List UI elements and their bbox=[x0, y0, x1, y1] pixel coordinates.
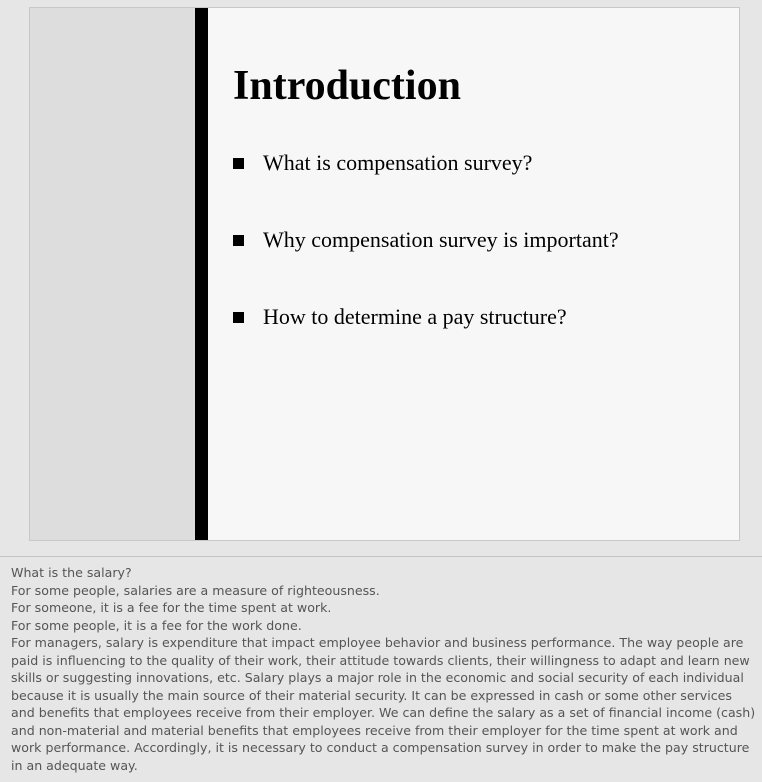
slide-bullet-item[interactable] bbox=[233, 225, 619, 255]
square-bullet-icon bbox=[233, 235, 244, 246]
notes-divider[interactable] bbox=[0, 556, 762, 557]
slide-title[interactable]: Introduction bbox=[233, 63, 461, 109]
notes-line: For some people, it is a fee for the work done. bbox=[11, 617, 302, 633]
square-bullet-icon bbox=[233, 312, 244, 323]
notes-line: For managers, salary is expenditure that impact employee behavior and business performance. The way people are paid is influencing to the quality of their work, their attitude towards clients, their willingness to adapt and learn new skills or suggesting innovations, etc. Salary plays a major role in the economic and social security of each individual because it is usually the main source of their material security. It can be expressed in cash or some other services and benefits that employees receive from their employer. We can define the salary as a set of financial income (cash) and non-material and material benefits that employees receive from their employer for the time spent at work and work performance. Accordingly, it is necessary to conduct a compensation survey in order to make the pay structure in an adequate way. bbox=[11, 635, 756, 773]
notes-line: For someone, it is a fee for the time spent at work. bbox=[11, 600, 332, 615]
slide-bullet-text: How to determine a pay structure? bbox=[263, 304, 567, 329]
square-bullet-icon bbox=[233, 158, 244, 169]
slide-left-panel bbox=[30, 8, 195, 540]
slide-bullet-item[interactable] bbox=[233, 148, 619, 178]
slide[interactable] bbox=[29, 7, 740, 541]
slide-bullet-item[interactable] bbox=[233, 302, 619, 332]
slide-bullet-text: Why compensation survey is important? bbox=[263, 227, 619, 252]
slide-accent-bar bbox=[195, 8, 208, 540]
notes-line: For some people, salaries are a measure of righteousness. bbox=[11, 582, 380, 598]
slide-bullet-text: What is compensation survey? bbox=[263, 150, 533, 175]
notes-line: What is the salary? bbox=[11, 565, 132, 580]
slide-bullet-list bbox=[233, 148, 619, 379]
speaker-notes-pane[interactable] bbox=[11, 564, 756, 774]
